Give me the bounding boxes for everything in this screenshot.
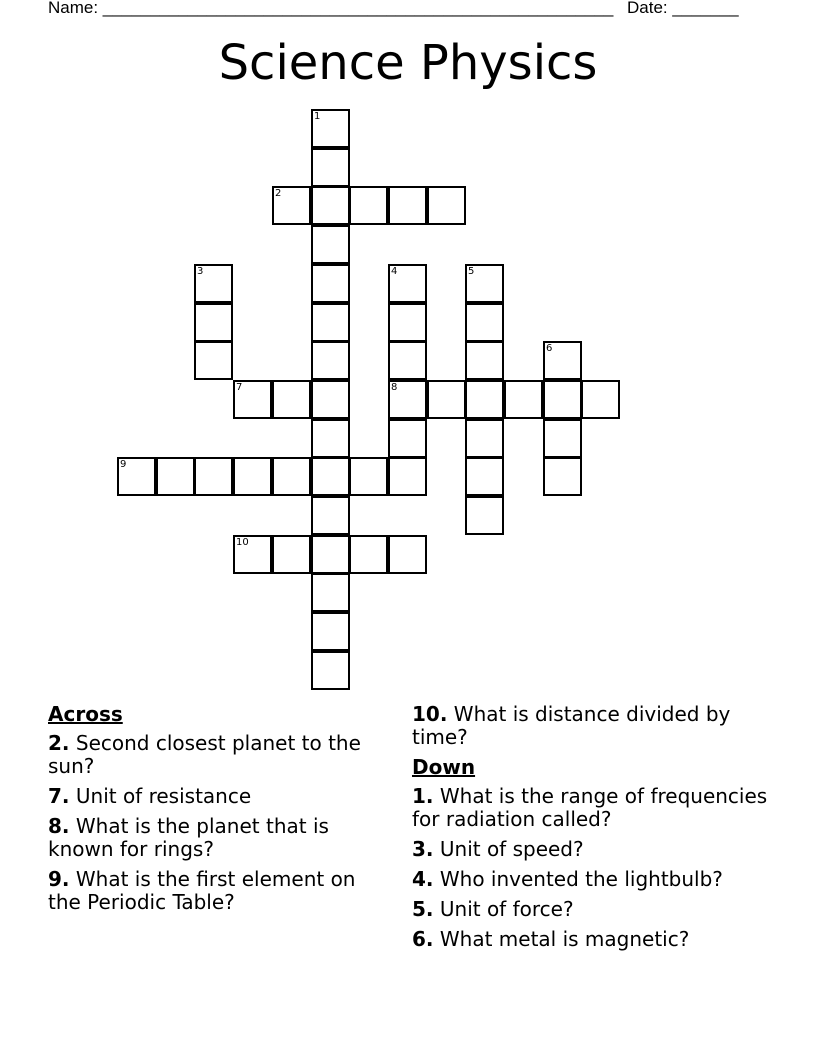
grid-cell[interactable] <box>465 341 504 380</box>
cell-number: 4 <box>391 266 398 277</box>
across-clue-9 <box>48 868 393 914</box>
grid-cell[interactable] <box>311 535 350 574</box>
clues-column-left <box>48 703 393 921</box>
name-field: Name: ______________________________________________________ <box>48 0 614 17</box>
grid-cell[interactable] <box>543 419 582 458</box>
page-title: Science Physics <box>218 35 598 91</box>
clue-number: 6. <box>412 927 434 951</box>
clue-text: What metal is magnetic? <box>439 927 690 951</box>
across-clue-10 <box>412 703 782 749</box>
clue-text: Unit of force? <box>439 897 574 921</box>
grid-cell[interactable] <box>272 457 311 496</box>
down-clue-3 <box>412 838 782 861</box>
grid-cell[interactable] <box>465 419 504 458</box>
grid-cell[interactable] <box>465 380 504 419</box>
grid-cell[interactable] <box>465 496 504 535</box>
across-clue-8 <box>48 815 393 861</box>
grid-cell[interactable] <box>311 612 350 651</box>
grid-cell[interactable] <box>311 186 350 225</box>
clue-text: What is the range of frequencies for radiation called? <box>412 784 768 831</box>
down-clue-6 <box>412 928 782 951</box>
cell-number: 3 <box>197 266 204 277</box>
clue-text: What is the first element on the Periodic Table? <box>48 867 356 914</box>
grid-cell[interactable] <box>311 419 350 458</box>
cell-number: 5 <box>468 266 475 277</box>
clue-text: Who invented the lightbulb? <box>439 867 723 891</box>
cell-number: 2 <box>275 188 282 199</box>
grid-cell[interactable] <box>427 186 466 225</box>
cell-number: 8 <box>391 382 398 393</box>
grid-cell[interactable] <box>349 186 388 225</box>
clue-text: Second closest planet to the sun? <box>48 731 361 778</box>
grid-cell[interactable] <box>233 535 272 574</box>
grid-cell[interactable] <box>233 380 272 419</box>
grid-cell[interactable] <box>272 186 311 225</box>
grid-cell[interactable] <box>233 457 272 496</box>
across-clue-7 <box>48 785 393 808</box>
grid-cell[interactable] <box>194 264 233 303</box>
clue-number: 4. <box>412 867 434 891</box>
down-clue-5 <box>412 898 782 921</box>
grid-cell[interactable] <box>465 457 504 496</box>
grid-cell[interactable] <box>117 457 156 496</box>
clue-number: 1. <box>412 784 434 808</box>
cell-number: 6 <box>546 343 553 354</box>
grid-cell[interactable] <box>388 419 427 458</box>
grid-cell[interactable] <box>465 303 504 342</box>
grid-cell[interactable] <box>311 148 350 187</box>
clue-number: 8. <box>48 814 70 838</box>
grid-cell[interactable] <box>543 341 582 380</box>
grid-cell[interactable] <box>272 380 311 419</box>
grid-cell[interactable] <box>349 535 388 574</box>
cell-number: 9 <box>120 459 127 470</box>
across-heading: Across <box>48 702 123 726</box>
grid-cell[interactable] <box>388 303 427 342</box>
clue-number: 9. <box>48 867 70 891</box>
grid-cell[interactable] <box>543 380 582 419</box>
down-heading: Down <box>412 755 476 779</box>
grid-cell[interactable] <box>194 303 233 342</box>
grid-cell[interactable] <box>311 225 350 264</box>
grid-cell[interactable] <box>272 535 311 574</box>
grid-cell[interactable] <box>311 457 350 496</box>
date-field: Date: _______ <box>627 0 739 17</box>
clue-text: What is distance divided by time? <box>412 702 731 749</box>
grid-cell[interactable] <box>311 573 350 612</box>
grid-cell[interactable] <box>311 651 350 690</box>
clue-number: 10. <box>412 702 448 726</box>
clue-text: Unit of speed? <box>439 837 584 861</box>
grid-cell[interactable] <box>388 457 427 496</box>
clue-number: 7. <box>48 784 70 808</box>
grid-cell[interactable] <box>311 264 350 303</box>
cell-number: 10 <box>236 537 249 548</box>
grid-cell[interactable] <box>194 457 233 496</box>
cell-number: 7 <box>236 382 243 393</box>
grid-cell[interactable] <box>311 341 350 380</box>
clue-number: 5. <box>412 897 434 921</box>
down-clue-1 <box>412 785 782 831</box>
grid-cell[interactable] <box>388 264 427 303</box>
clue-number: 2. <box>48 731 70 755</box>
grid-cell[interactable] <box>194 341 233 380</box>
across-clue-2 <box>48 732 393 778</box>
grid-cell[interactable] <box>388 535 427 574</box>
grid-cell[interactable] <box>311 303 350 342</box>
clue-number: 3. <box>412 837 434 861</box>
down-clue-4 <box>412 868 782 891</box>
clues-column-right <box>412 703 782 958</box>
grid-cell[interactable] <box>311 109 350 148</box>
grid-cell[interactable] <box>349 457 388 496</box>
grid-cell[interactable] <box>311 496 350 535</box>
grid-cell[interactable] <box>388 186 427 225</box>
grid-cell[interactable] <box>156 457 195 496</box>
clue-text: What is the planet that is known for rings? <box>48 814 329 861</box>
grid-cell[interactable] <box>581 380 620 419</box>
grid-cell[interactable] <box>504 380 543 419</box>
clue-text: Unit of resistance <box>75 784 252 808</box>
cell-number: 1 <box>314 111 321 122</box>
grid-cell[interactable] <box>388 380 427 419</box>
grid-cell[interactable] <box>543 457 582 496</box>
grid-cell[interactable] <box>465 264 504 303</box>
grid-cell[interactable] <box>311 380 350 419</box>
grid-cell[interactable] <box>427 380 466 419</box>
grid-cell[interactable] <box>388 341 427 380</box>
